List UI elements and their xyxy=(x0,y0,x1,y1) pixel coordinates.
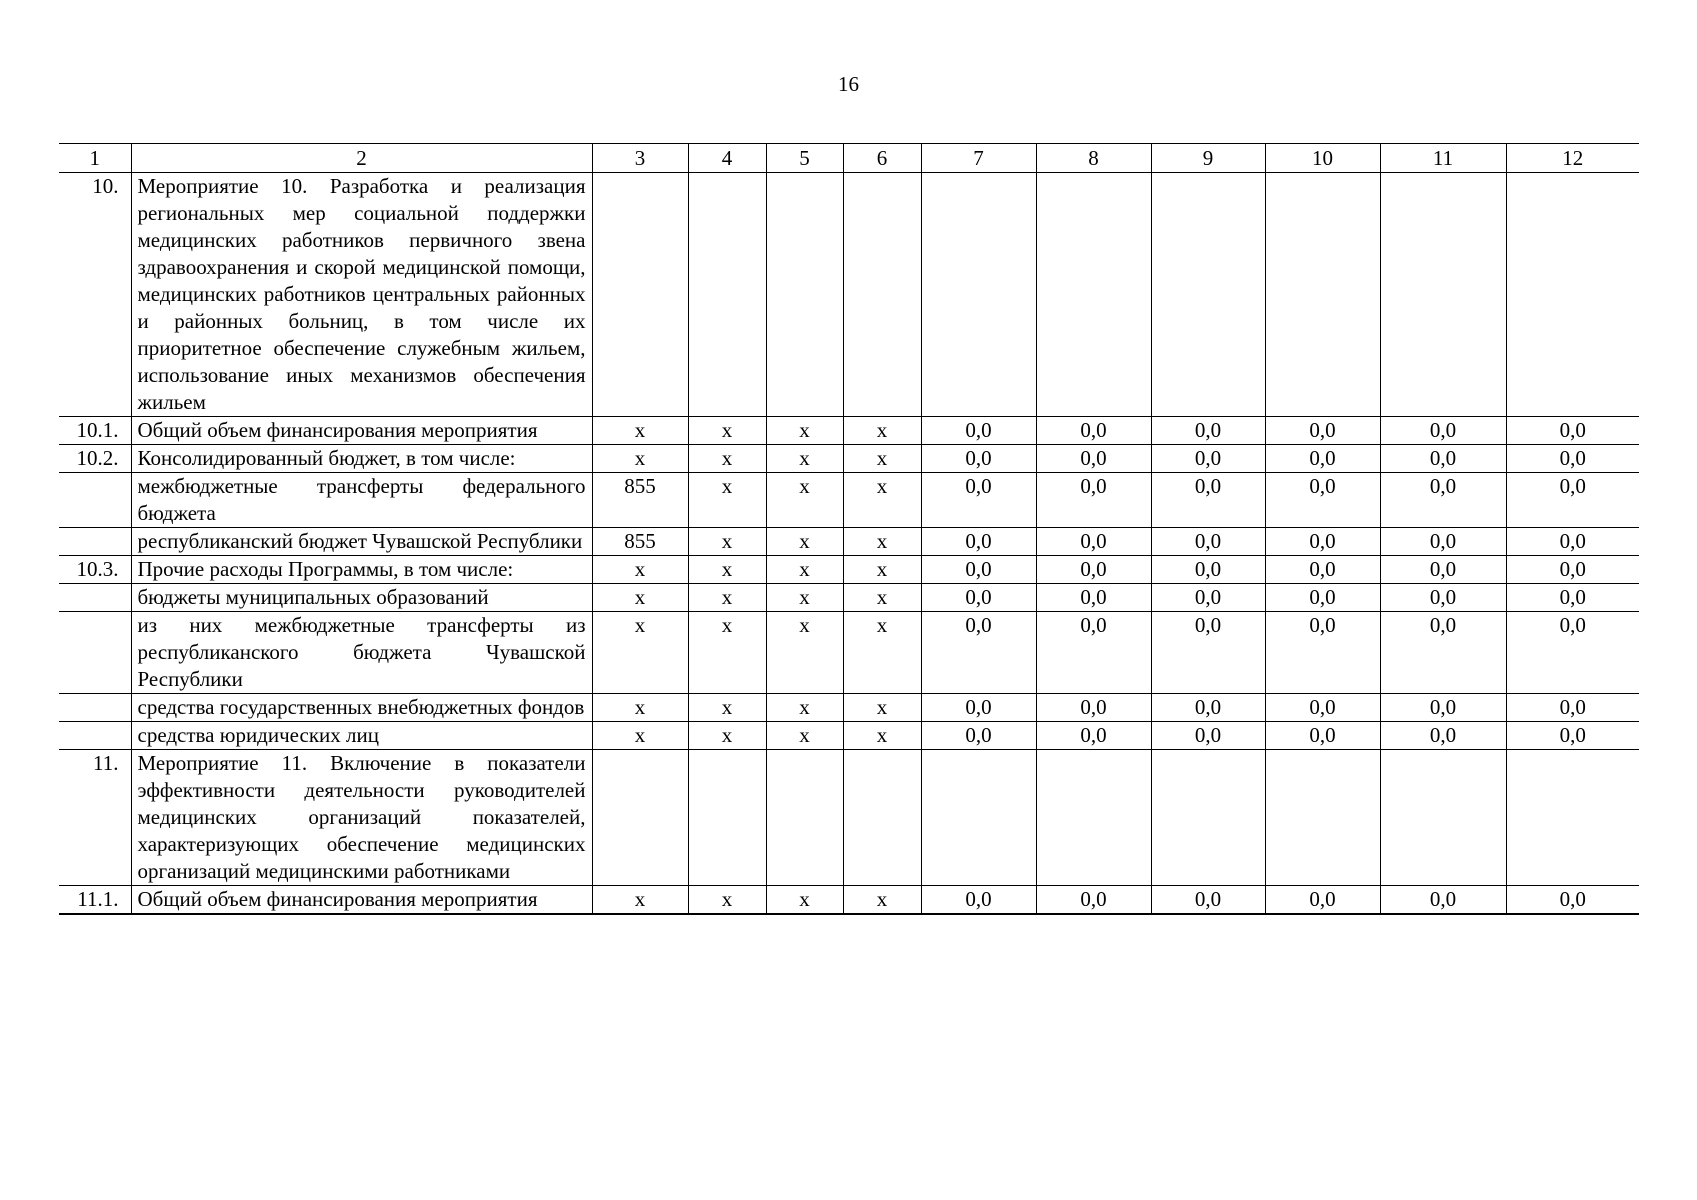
value-cell-col-4: х xyxy=(688,584,766,612)
value-cell-col-8: 0,0 xyxy=(1036,584,1151,612)
value-cell-col-11: 0,0 xyxy=(1380,445,1506,473)
value-cell-col-3: 855 xyxy=(592,473,688,528)
value-cell-col-10 xyxy=(1265,173,1380,417)
value-cell-col-3: х xyxy=(592,556,688,584)
row-description: Мероприятие 11. Включение в показатели эффективности деятельности руководителей медицинских организаций показателей, характеризующих обеспечение медицинских организаций медицинскими работниками xyxy=(131,750,592,886)
value-cell-col-4 xyxy=(688,173,766,417)
value-cell-col-4: х xyxy=(688,886,766,915)
value-cell-col-5: х xyxy=(766,694,843,722)
value-cell-col-11 xyxy=(1380,173,1506,417)
value-cell-col-8 xyxy=(1036,750,1151,886)
value-cell-col-5: х xyxy=(766,473,843,528)
value-cell-col-8: 0,0 xyxy=(1036,722,1151,750)
table-row xyxy=(59,473,1639,528)
value-cell-col-5 xyxy=(766,173,843,417)
value-cell-col-7: 0,0 xyxy=(921,584,1036,612)
value-cell-col-11: 0,0 xyxy=(1380,886,1506,915)
value-cell-col-7: 0,0 xyxy=(921,445,1036,473)
row-number: 10.1. xyxy=(59,417,131,445)
value-cell-col-9: 0,0 xyxy=(1151,528,1265,556)
table-row xyxy=(59,417,1639,445)
row-number: 11.1. xyxy=(59,886,131,915)
value-cell-col-8: 0,0 xyxy=(1036,612,1151,694)
value-cell-col-3 xyxy=(592,173,688,417)
table-row xyxy=(59,556,1639,584)
row-number: 10.2. xyxy=(59,445,131,473)
value-cell-col-11: 0,0 xyxy=(1380,473,1506,528)
row-number xyxy=(59,528,131,556)
value-cell-col-9 xyxy=(1151,173,1265,417)
column-header-3: 3 xyxy=(592,144,688,173)
value-cell-col-8: 0,0 xyxy=(1036,473,1151,528)
value-cell-col-3: х xyxy=(592,694,688,722)
value-cell-col-8: 0,0 xyxy=(1036,528,1151,556)
table-row xyxy=(59,612,1639,694)
value-cell-col-6: х xyxy=(843,612,921,694)
value-cell-col-7: 0,0 xyxy=(921,722,1036,750)
table-row xyxy=(59,173,1639,417)
column-header-6: 6 xyxy=(843,144,921,173)
table-row xyxy=(59,886,1639,915)
value-cell-col-5: х xyxy=(766,445,843,473)
table-row xyxy=(59,528,1639,556)
value-cell-col-9: 0,0 xyxy=(1151,612,1265,694)
value-cell-col-6 xyxy=(843,750,921,886)
value-cell-col-5: х xyxy=(766,612,843,694)
value-cell-col-5: х xyxy=(766,584,843,612)
value-cell-col-4: х xyxy=(688,528,766,556)
value-cell-col-6: х xyxy=(843,556,921,584)
value-cell-col-12 xyxy=(1506,750,1639,886)
table-row xyxy=(59,722,1639,750)
value-cell-col-4: х xyxy=(688,612,766,694)
row-description: Консолидированный бюджет, в том числе: xyxy=(131,445,592,473)
table-row xyxy=(59,750,1639,886)
value-cell-col-8: 0,0 xyxy=(1036,445,1151,473)
row-description: из них межбюджетные трансферты из республиканского бюджета Чувашской Республики xyxy=(131,612,592,694)
row-number xyxy=(59,584,131,612)
value-cell-col-10: 0,0 xyxy=(1265,694,1380,722)
row-description: средства юридических лиц xyxy=(131,722,592,750)
value-cell-col-10: 0,0 xyxy=(1265,417,1380,445)
value-cell-col-9: 0,0 xyxy=(1151,584,1265,612)
value-cell-col-9: 0,0 xyxy=(1151,473,1265,528)
row-description: республиканский бюджет Чувашской Республики xyxy=(131,528,592,556)
column-header-10: 10 xyxy=(1265,144,1380,173)
value-cell-col-10: 0,0 xyxy=(1265,556,1380,584)
value-cell-col-6: х xyxy=(843,584,921,612)
value-cell-col-3 xyxy=(592,750,688,886)
value-cell-col-11: 0,0 xyxy=(1380,722,1506,750)
value-cell-col-4: х xyxy=(688,556,766,584)
value-cell-col-9: 0,0 xyxy=(1151,722,1265,750)
row-number xyxy=(59,694,131,722)
value-cell-col-4: х xyxy=(688,694,766,722)
value-cell-col-12: 0,0 xyxy=(1506,556,1639,584)
value-cell-col-8: 0,0 xyxy=(1036,694,1151,722)
value-cell-col-11: 0,0 xyxy=(1380,612,1506,694)
value-cell-col-10: 0,0 xyxy=(1265,473,1380,528)
value-cell-col-10: 0,0 xyxy=(1265,528,1380,556)
value-cell-col-7: 0,0 xyxy=(921,886,1036,915)
row-description: средства государственных внебюджетных фондов xyxy=(131,694,592,722)
value-cell-col-6: х xyxy=(843,445,921,473)
table-header-row xyxy=(59,144,1639,173)
value-cell-col-3: х xyxy=(592,417,688,445)
value-cell-col-4: х xyxy=(688,417,766,445)
value-cell-col-6: х xyxy=(843,528,921,556)
value-cell-col-10: 0,0 xyxy=(1265,445,1380,473)
value-cell-col-7: 0,0 xyxy=(921,473,1036,528)
value-cell-col-3: х xyxy=(592,886,688,915)
table-row xyxy=(59,445,1639,473)
value-cell-col-12: 0,0 xyxy=(1506,886,1639,915)
value-cell-col-6: х xyxy=(843,417,921,445)
value-cell-col-11: 0,0 xyxy=(1380,584,1506,612)
value-cell-col-4 xyxy=(688,750,766,886)
column-header-8: 8 xyxy=(1036,144,1151,173)
column-header-12: 12 xyxy=(1506,144,1639,173)
value-cell-col-9 xyxy=(1151,750,1265,886)
value-cell-col-8 xyxy=(1036,173,1151,417)
value-cell-col-6 xyxy=(843,173,921,417)
column-header-7: 7 xyxy=(921,144,1036,173)
value-cell-col-9: 0,0 xyxy=(1151,417,1265,445)
row-number: 10.3. xyxy=(59,556,131,584)
value-cell-col-11: 0,0 xyxy=(1380,556,1506,584)
value-cell-col-12 xyxy=(1506,173,1639,417)
column-header-1: 1 xyxy=(59,144,131,173)
value-cell-col-7: 0,0 xyxy=(921,694,1036,722)
budget-table xyxy=(59,143,1639,915)
value-cell-col-11: 0,0 xyxy=(1380,417,1506,445)
value-cell-col-12: 0,0 xyxy=(1506,417,1639,445)
value-cell-col-10: 0,0 xyxy=(1265,886,1380,915)
value-cell-col-7: 0,0 xyxy=(921,556,1036,584)
value-cell-col-9: 0,0 xyxy=(1151,694,1265,722)
row-number xyxy=(59,722,131,750)
value-cell-col-11: 0,0 xyxy=(1380,694,1506,722)
value-cell-col-12: 0,0 xyxy=(1506,612,1639,694)
row-number xyxy=(59,473,131,528)
value-cell-col-6: х xyxy=(843,473,921,528)
value-cell-col-9: 0,0 xyxy=(1151,556,1265,584)
value-cell-col-5: х xyxy=(766,722,843,750)
value-cell-col-8: 0,0 xyxy=(1036,556,1151,584)
column-header-2: 2 xyxy=(131,144,592,173)
value-cell-col-6: х xyxy=(843,694,921,722)
table-row xyxy=(59,694,1639,722)
value-cell-col-4: х xyxy=(688,722,766,750)
value-cell-col-8: 0,0 xyxy=(1036,417,1151,445)
value-cell-col-3: х xyxy=(592,445,688,473)
row-description: Мероприятие 10. Разработка и реализация региональных мер социальной поддержки медицинских работников первичного звена здравоохранения и скорой медицинской помощи, медицинских работников центральных районных и районных больниц, в том числе их приоритетное обеспечение служебным жильем, использование иных механизмов обеспечения жильем xyxy=(131,173,592,417)
value-cell-col-11: 0,0 xyxy=(1380,528,1506,556)
value-cell-col-7 xyxy=(921,750,1036,886)
value-cell-col-12: 0,0 xyxy=(1506,694,1639,722)
row-number xyxy=(59,612,131,694)
column-header-9: 9 xyxy=(1151,144,1265,173)
row-description: бюджеты муниципальных образований xyxy=(131,584,592,612)
value-cell-col-6: х xyxy=(843,886,921,915)
row-number: 11. xyxy=(59,750,131,886)
value-cell-col-4: х xyxy=(688,445,766,473)
value-cell-col-8: 0,0 xyxy=(1036,886,1151,915)
value-cell-col-12: 0,0 xyxy=(1506,528,1639,556)
row-number: 10. xyxy=(59,173,131,417)
value-cell-col-5 xyxy=(766,750,843,886)
value-cell-col-3: х xyxy=(592,612,688,694)
value-cell-col-10 xyxy=(1265,750,1380,886)
value-cell-col-3: х xyxy=(592,722,688,750)
value-cell-col-7 xyxy=(921,173,1036,417)
value-cell-col-6: х xyxy=(843,722,921,750)
value-cell-col-12: 0,0 xyxy=(1506,473,1639,528)
row-description: межбюджетные трансферты федерального бюджета xyxy=(131,473,592,528)
value-cell-col-10: 0,0 xyxy=(1265,612,1380,694)
value-cell-col-7: 0,0 xyxy=(921,417,1036,445)
value-cell-col-9: 0,0 xyxy=(1151,445,1265,473)
value-cell-col-10: 0,0 xyxy=(1265,584,1380,612)
table-row xyxy=(59,584,1639,612)
column-header-11: 11 xyxy=(1380,144,1506,173)
value-cell-col-10: 0,0 xyxy=(1265,722,1380,750)
value-cell-col-3: 855 xyxy=(592,528,688,556)
value-cell-col-7: 0,0 xyxy=(921,528,1036,556)
value-cell-col-5: х xyxy=(766,886,843,915)
column-header-5: 5 xyxy=(766,144,843,173)
page-number: 16 xyxy=(838,72,859,96)
value-cell-col-5: х xyxy=(766,417,843,445)
value-cell-col-12: 0,0 xyxy=(1506,722,1639,750)
value-cell-col-7: 0,0 xyxy=(921,612,1036,694)
value-cell-col-9: 0,0 xyxy=(1151,886,1265,915)
value-cell-col-11 xyxy=(1380,750,1506,886)
value-cell-col-4: х xyxy=(688,473,766,528)
value-cell-col-5: х xyxy=(766,556,843,584)
column-header-4: 4 xyxy=(688,144,766,173)
value-cell-col-3: х xyxy=(592,584,688,612)
row-description: Прочие расходы Программы, в том числе: xyxy=(131,556,592,584)
value-cell-col-12: 0,0 xyxy=(1506,584,1639,612)
value-cell-col-12: 0,0 xyxy=(1506,445,1639,473)
row-description: Общий объем финансирования мероприятия xyxy=(131,886,592,915)
value-cell-col-5: х xyxy=(766,528,843,556)
row-description: Общий объем финансирования мероприятия xyxy=(131,417,592,445)
